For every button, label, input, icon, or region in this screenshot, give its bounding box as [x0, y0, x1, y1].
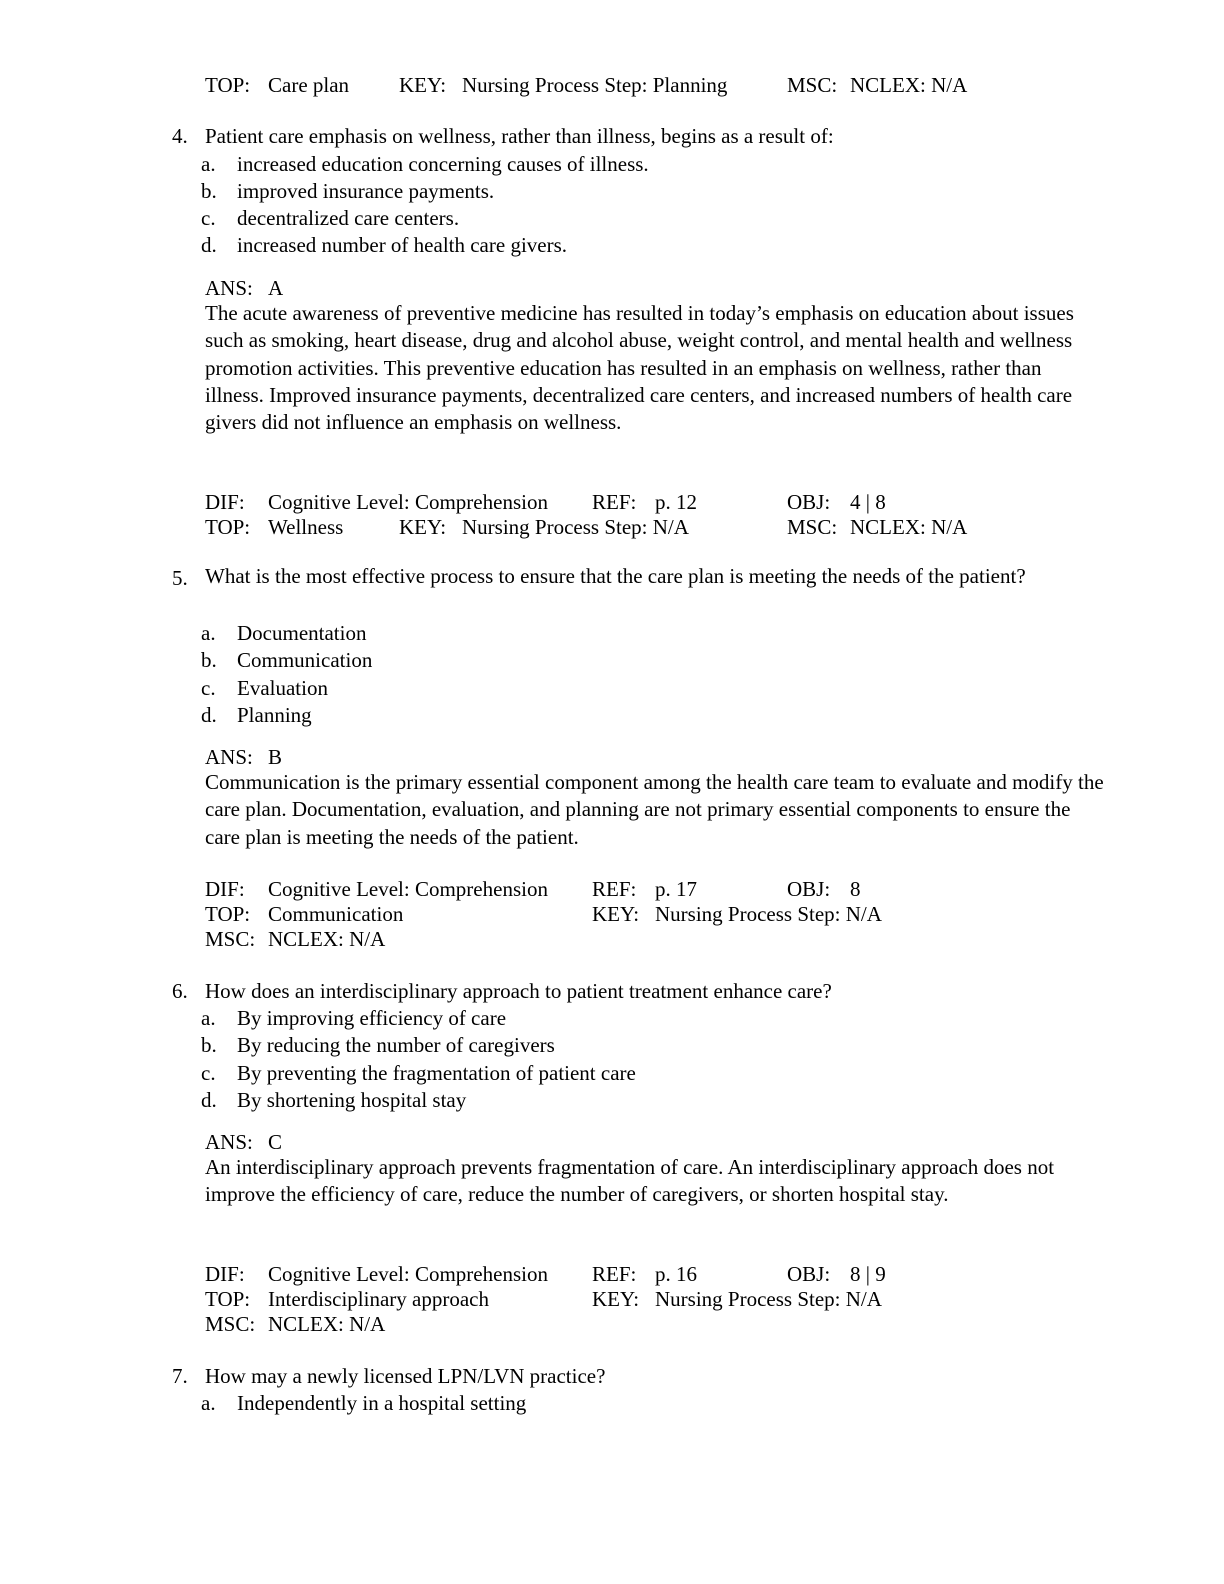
top-label: TOP: [205, 902, 251, 926]
option-text: By reducing the number of caregivers [237, 1033, 555, 1057]
top-value: Care plan [268, 73, 350, 97]
ref-label: REF: [592, 1262, 637, 1286]
key-value: Nursing Process Step: N/A [462, 515, 689, 539]
top-value: Communication [268, 902, 404, 926]
answer-label: ANS: [205, 745, 253, 769]
option-letter: c. [201, 676, 216, 700]
obj-value: 4 | 8 [850, 490, 886, 514]
option-letter: d. [201, 1088, 217, 1112]
msc-label: MSC: [787, 515, 838, 539]
dif-value: Cognitive Level: Comprehension [268, 877, 548, 901]
option-letter: d. [201, 703, 217, 727]
key-value: Nursing Process Step: Planning [462, 73, 728, 97]
obj-label: OBJ: [787, 877, 831, 901]
dif-label: DIF: [205, 877, 245, 901]
option-letter: d. [201, 233, 217, 257]
answer-label: ANS: [205, 276, 253, 300]
obj-value: 8 [850, 877, 861, 901]
option-text: By shortening hospital stay [237, 1088, 467, 1112]
option-letter: c. [201, 206, 216, 230]
key-label: KEY: [399, 515, 447, 539]
answer-value: C [268, 1130, 283, 1154]
answer-label: ANS: [205, 1130, 253, 1154]
dif-value: Cognitive Level: Comprehension [268, 1262, 548, 1286]
option-letter: b. [201, 179, 217, 203]
answer-value: A [268, 276, 284, 300]
msc-label: MSC: [787, 73, 838, 97]
msc-value: NCLEX: N/A [850, 515, 968, 539]
option-letter: b. [201, 648, 217, 672]
option-text: Planning [237, 703, 312, 727]
rationale: The acute awareness of preventive medicine has resulted in today’s emphasis on education about issues such as smoking, heart disease, drug and alcohol abuse, weight control, and mental health and wellness promotion activities. This preventive education has resulted in an emphasis on wellness, rather than illness. Improved insurance payments, decentralized care centers, and increased numbers of health care givers did not influence an emphasis on wellness. [205, 301, 1074, 435]
dif-label: DIF: [205, 1262, 245, 1286]
question-number: 5. [172, 566, 188, 590]
question-stem: Patient care emphasis on wellness, rather than illness, begins as a result of: [205, 124, 834, 148]
rationale: An interdisciplinary approach prevents fragmentation of care. An interdisciplinary approach does not improve the efficiency of care, reduce the number of caregivers, or shorten hospital stay. [205, 1155, 1055, 1207]
option-text: Communication [237, 648, 373, 672]
obj-label: OBJ: [787, 1262, 831, 1286]
key-value: Nursing Process Step: N/A [655, 1287, 882, 1311]
option-text: By preventing the fragmentation of patient care [237, 1061, 636, 1085]
option-text: improved insurance payments. [237, 179, 495, 203]
option-text: increased education concerning causes of illness. [237, 152, 649, 176]
top-value: Wellness [268, 515, 344, 539]
msc-label: MSC: [205, 927, 256, 951]
option-letter: a. [201, 1391, 216, 1415]
dif-label: DIF: [205, 490, 245, 514]
option-text: By improving efficiency of care [237, 1006, 507, 1030]
ref-label: REF: [592, 877, 637, 901]
ref-value: p. 12 [655, 490, 697, 514]
ref-label: REF: [592, 490, 637, 514]
answer-value: B [268, 745, 283, 769]
question-number: 4. [172, 124, 188, 148]
top-label: TOP: [205, 515, 251, 539]
key-label: KEY: [592, 1287, 640, 1311]
msc-value: NCLEX: N/A [850, 73, 968, 97]
obj-value: 8 | 9 [850, 1262, 886, 1286]
obj-label: OBJ: [787, 490, 831, 514]
question-stem: How may a newly licensed LPN/LVN practice? [205, 1364, 606, 1388]
option-letter: a. [201, 1006, 216, 1030]
rationale: Communication is the primary essential component among the health care team to evaluate and modify the care plan. Documentation, evaluation, and planning are not primary essential components to ensure the care plan is meeting the needs of the patient. [205, 770, 1104, 849]
option-letter: c. [201, 1061, 216, 1085]
msc-value: NCLEX: N/A [268, 927, 386, 951]
dif-value: Cognitive Level: Comprehension [268, 490, 548, 514]
top-label: TOP: [205, 73, 251, 97]
option-text: Independently in a hospital setting [237, 1391, 527, 1415]
option-letter: a. [201, 621, 216, 645]
option-text: increased number of health care givers. [237, 233, 568, 257]
top-value: Interdisciplinary approach [268, 1287, 489, 1311]
question-stem: How does an interdisciplinary approach to patient treatment enhance care? [205, 979, 832, 1003]
top-label: TOP: [205, 1287, 251, 1311]
option-letter: a. [201, 152, 216, 176]
option-text: decentralized care centers. [237, 206, 460, 230]
msc-label: MSC: [205, 1312, 256, 1336]
option-text: Evaluation [237, 676, 328, 700]
ref-value: p. 16 [655, 1262, 697, 1286]
key-label: KEY: [592, 902, 640, 926]
key-label: KEY: [399, 73, 447, 97]
ref-value: p. 17 [655, 877, 697, 901]
question-number: 7. [172, 1364, 188, 1388]
option-letter: b. [201, 1033, 217, 1057]
question-number: 6. [172, 979, 188, 1003]
key-value: Nursing Process Step: N/A [655, 902, 882, 926]
question-stem: What is the most effective process to ensure that the care plan is meeting the needs of the patient? [205, 564, 1026, 588]
msc-value: NCLEX: N/A [268, 1312, 386, 1336]
option-text: Documentation [237, 621, 367, 645]
